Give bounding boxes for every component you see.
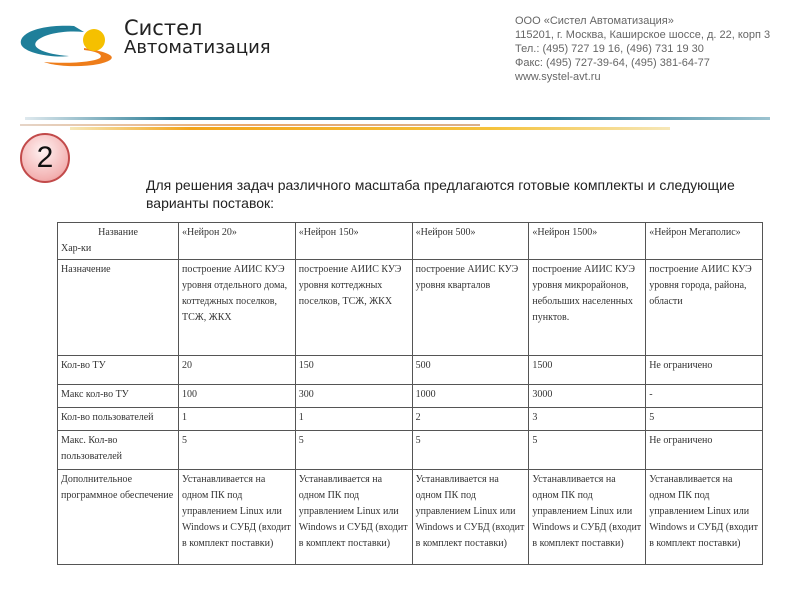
row-label: Макс. Кол-во пользователей <box>58 431 179 470</box>
row-label: Макс кол-во ТУ <box>58 385 179 408</box>
table-cell: 5 <box>412 431 529 470</box>
slide-number-badge: 2 <box>20 133 70 183</box>
row-label: Дополнительное программное обеспечение <box>58 470 179 565</box>
table-row <box>58 356 763 385</box>
logo-line2: Автоматизация <box>124 37 271 58</box>
table-cell: 2 <box>412 408 529 431</box>
table-cell: построение АИИС КУЭ уровня коттеджных поселков, ТСЖ, ЖКХ <box>295 260 412 356</box>
table-cell: Устанавливается на одном ПК под управлением Linux или Windows и СУБД (входит в комплект поставки) <box>529 470 646 565</box>
product-comparison-table <box>57 222 763 565</box>
table-row <box>58 431 763 470</box>
table-cell: Устанавливается на одном ПК под управлением Linux или Windows и СУБД (входит в комплект поставки) <box>646 470 763 565</box>
decorative-band-orange <box>70 127 670 130</box>
column-header: «Нейрон 500» <box>412 223 529 260</box>
table-row <box>58 470 763 565</box>
table-cell: Не ограничено <box>646 431 763 470</box>
row-label: Кол-во ТУ <box>58 356 179 385</box>
table-cell: 150 <box>295 356 412 385</box>
column-header: «Нейрон 20» <box>179 223 296 260</box>
corner-bottom: Хар-ки <box>61 243 92 254</box>
intro-text: Для решения задач различного масштаба предлагаются готовые комплекты и следующие варианты поставок: <box>146 177 735 211</box>
table-cell: - <box>646 385 763 408</box>
table-cell: построение АИИС КУЭ уровня города, района, области <box>646 260 763 356</box>
table-cell: 1 <box>179 408 296 431</box>
table-cell: 5 <box>295 431 412 470</box>
table-cell: построение АИИС КУЭ уровня микрорайонов, небольших населенных пунктов. <box>529 260 646 356</box>
table-header-row <box>58 223 763 260</box>
column-header: «Нейрон 150» <box>295 223 412 260</box>
logo-text <box>124 18 271 58</box>
table-cell: Не ограничено <box>646 356 763 385</box>
table-cell: 300 <box>295 385 412 408</box>
column-header: «Нейрон 1500» <box>529 223 646 260</box>
corner-cell <box>58 223 179 260</box>
contact-address: 115201, г. Москва, Каширское шоссе, д. 22, корп 3 <box>515 29 771 41</box>
table-cell: 500 <box>412 356 529 385</box>
table-cell: 1 <box>295 408 412 431</box>
contact-fax: Факс: (495) 727-39-64, (495) 381-64-77 <box>515 57 710 69</box>
table-cell: 5 <box>529 431 646 470</box>
table-cell: построение АИИС КУЭ уровня кварталов <box>412 260 529 356</box>
table-cell: 100 <box>179 385 296 408</box>
table-cell: построение АИИС КУЭ уровня отдельного дома, коттеджных поселков, ТСЖ, ЖКХ <box>179 260 296 356</box>
table-cell: 3 <box>529 408 646 431</box>
row-label: Назначение <box>58 260 179 356</box>
decorative-band-peach <box>20 124 480 126</box>
table-cell: Устанавливается на одном ПК под управлением Linux или Windows и СУБД (входит в комплект поставки) <box>412 470 529 565</box>
table-row <box>58 385 763 408</box>
table-cell: 1000 <box>412 385 529 408</box>
contact-website[interactable]: www.systel-avt.ru <box>515 71 601 83</box>
row-label: Кол-во пользователей <box>58 408 179 431</box>
table-row <box>58 408 763 431</box>
table-cell: 3000 <box>529 385 646 408</box>
decorative-band-teal <box>25 117 770 120</box>
contact-phone: Тел.: (495) 727 19 16, (496) 731 19 30 <box>515 43 704 55</box>
logo-line1: Систел <box>124 16 203 40</box>
table-row <box>58 260 763 356</box>
table-cell: 5 <box>646 408 763 431</box>
table-cell: 1500 <box>529 356 646 385</box>
corner-top: Название <box>98 227 138 238</box>
table-cell: 5 <box>179 431 296 470</box>
table-cell: Устанавливается на одном ПК под управлением Linux или Windows и СУБД (входит в комплект поставки) <box>179 470 296 565</box>
table-cell: 20 <box>179 356 296 385</box>
company-contacts <box>515 14 770 84</box>
contact-company: ООО «Систел Автоматизация» <box>515 15 674 27</box>
table-cell: Устанавливается на одном ПК под управлением Linux или Windows и СУБД (входит в комплект поставки) <box>295 470 412 565</box>
column-header: «Нейрон Мегаполис» <box>646 223 763 260</box>
